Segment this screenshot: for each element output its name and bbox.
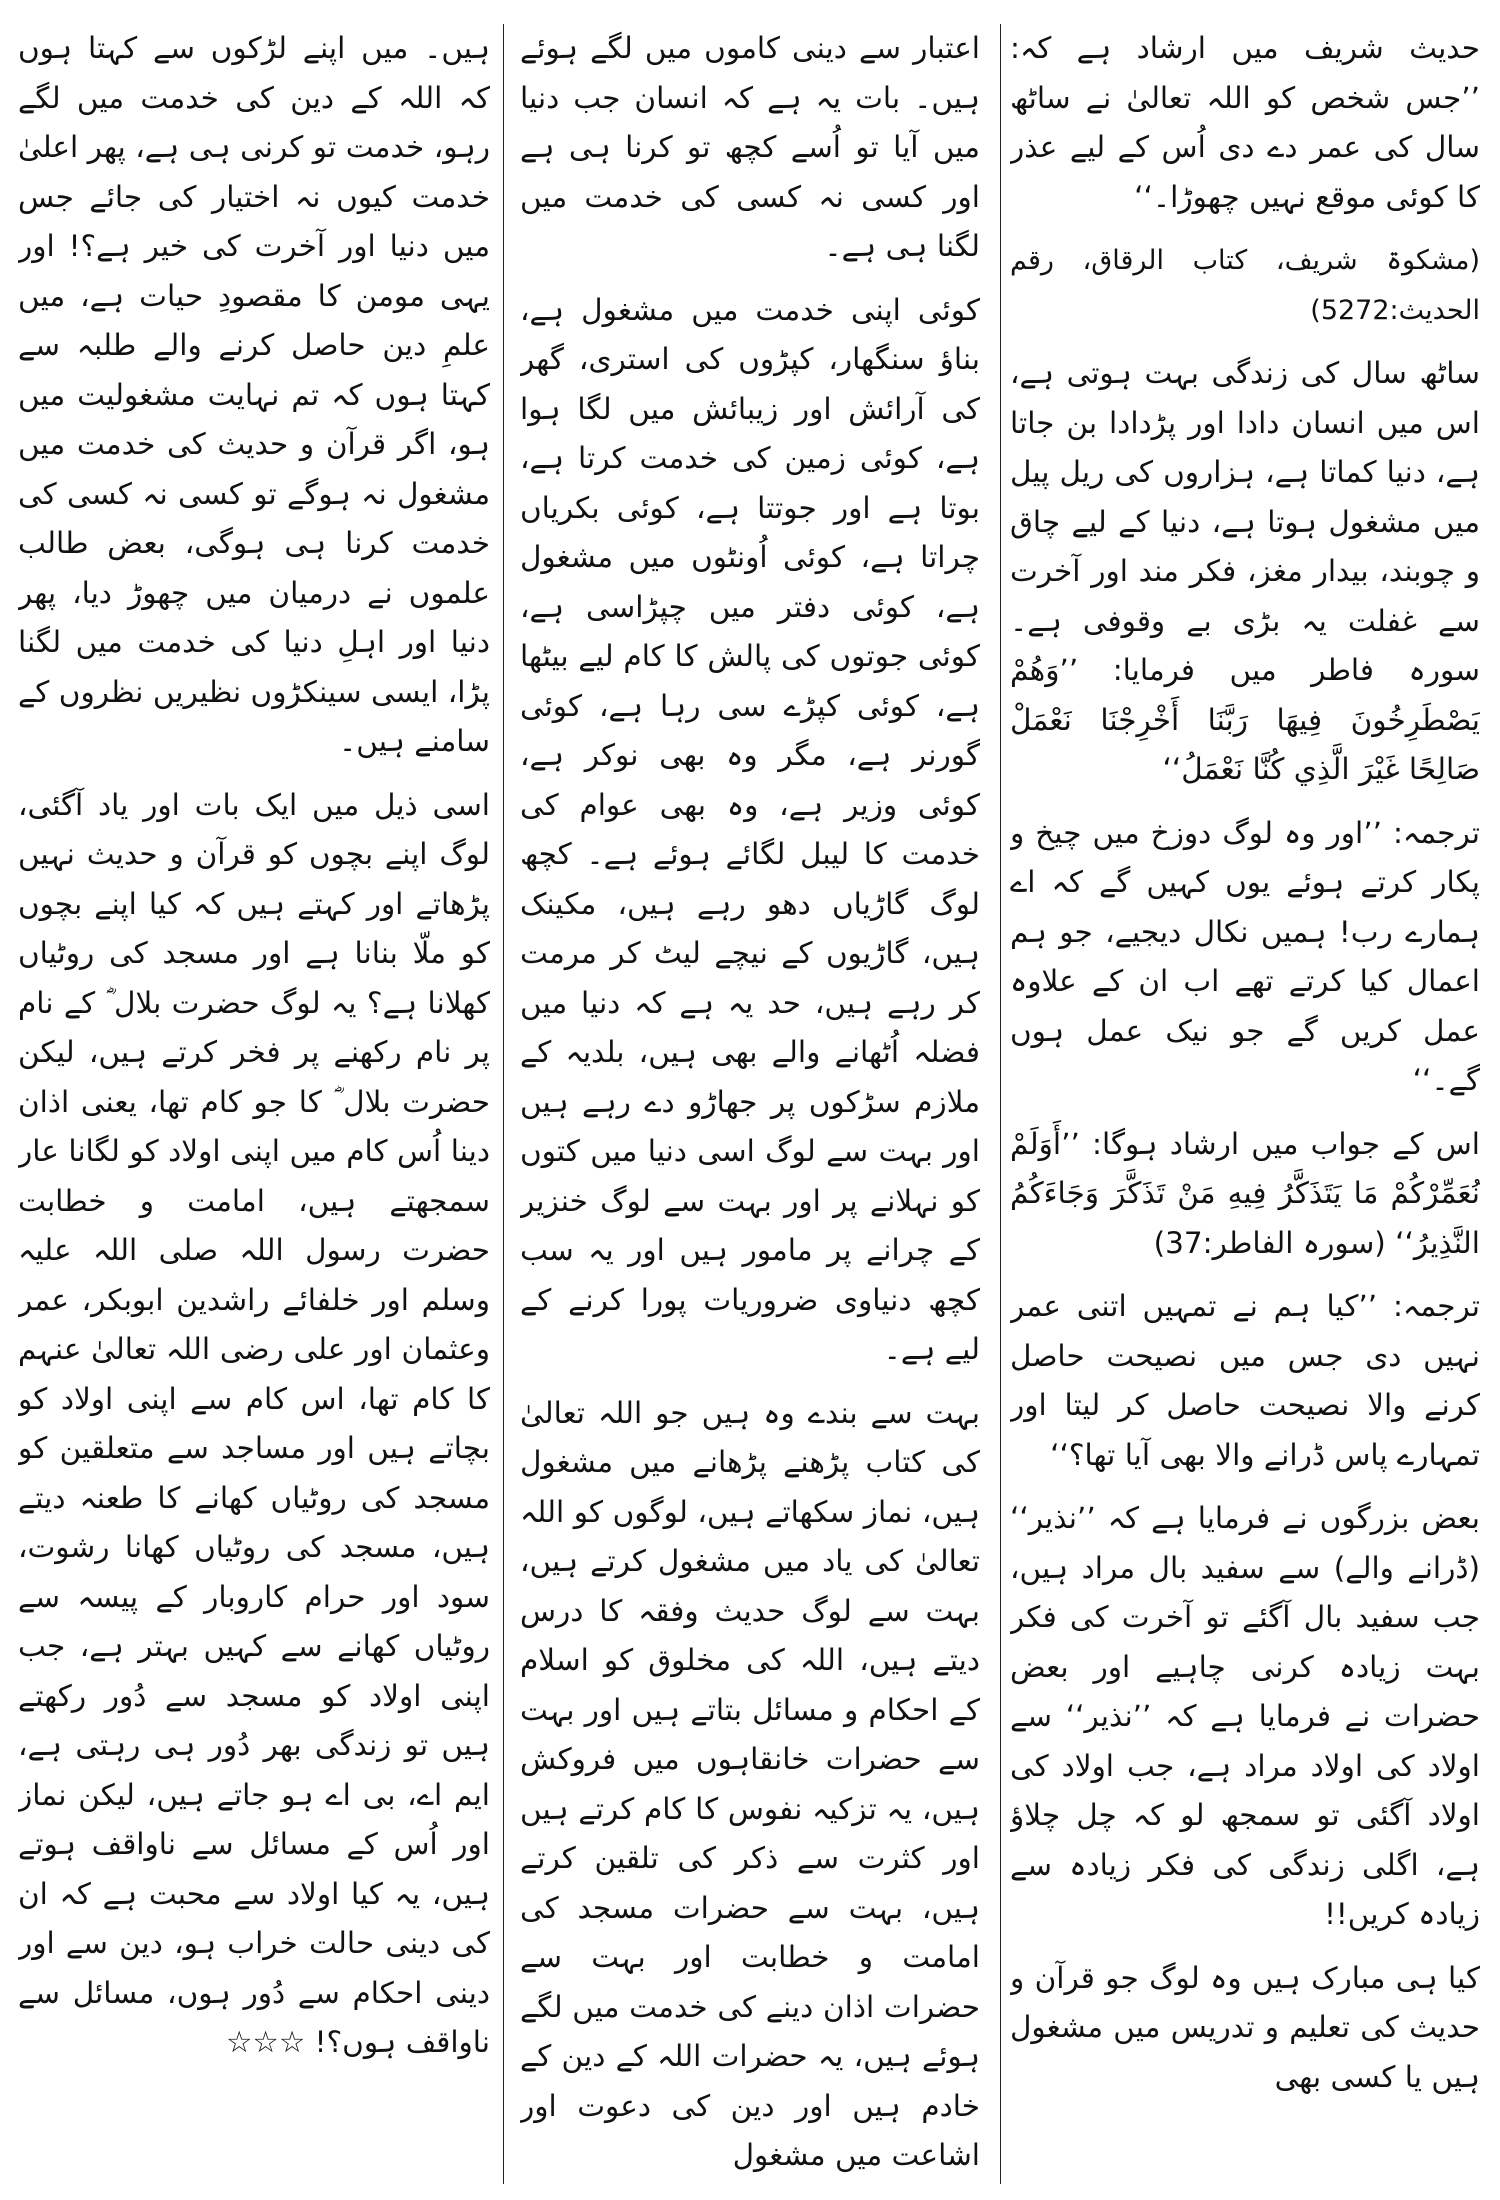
hadith-reference: (مشکوۃ شریف، کتاب الرقاق، رقم الحدیث:5272) [1010,245,1480,326]
paragraph: کیا ہی مبارک ہیں وہ لوگ جو قرآن و حدیث کی تعلیم و تدریس میں مشغول ہیں یا کسی بھی [1010,1960,1480,2094]
paragraph: ترجمہ: ’’اور وہ لوگ دوزخ میں چیخ و پکار کرتے ہوئے یوں کہیں گے کہ اے ہمارے رب! ہمیں نکال دیجیے، جو ہم اعمال کیا کرتے تھے اب ان کے علاوہ عمل کریں گے جو نیک عمل ہوں گے۔‘‘ [1010,815,1480,1097]
paragraph: اعتبار سے دینی کاموں میں لگے ہوئے ہیں۔ بات یہ ہے کہ انسان جب دنیا میں آیا تو اُسے کچھ تو کرنا ہی ہے اور کسی نہ کسی کی خدمت میں لگنا ہی ہے۔ [520,31,980,263]
paragraph: ہیں۔ میں اپنے لڑکوں سے کہتا ہوں کہ اللہ کے دین کی خدمت میں لگے رہو، خدمت تو کرنی ہی ہے، پھر اعلیٰ خدمت کیوں نہ اختیار کی جائے جس میں دنیا اور آخرت کی خیر ہے؟! اور یہی مومن کا مقصودِ حیات ہے، میں علمِ دین حاصل کرنے والے طلبہ سے کہتا ہوں کہ تم نہایت مشغولیت میں ہو، اگر قرآن و حدیث کی خدمت میں مشغول نہ ہوگے تو کسی نہ کسی کی خدمت کرنا ہی ہوگی، بعض طالب علموں نے درمیان میں چھوڑ دیا، پھر دنیا اور اہلِ دنیا کی خدمت میں لگنا پڑا، ایسی سینکڑوں نظیریں نظروں کے سامنے ہیں۔ [18,31,490,758]
column-right [1010,24,1480,2184]
paragraph: بہت سے بندے وہ ہیں جو اللہ تعالیٰ کی کتاب پڑھنے پڑھانے میں مشغول ہیں، نماز سکھاتے ہیں، لوگوں کو اللہ تعالیٰ کی یاد میں مشغول کرتے ہیں، بہت سے لوگ حدیث وفقہ کا درس دیتے ہیں، اللہ کی مخلوق کو اسلام کے احکام و مسائل بتاتے ہیں اور بہت سے حضرات خانقاہوں میں فروکش ہیں، یہ تزکیہ نفوس کا کام کرتے ہیں اور کثرت سے ذکر کی تلقین کرتے ہیں، بہت سے حضرات مسجد کی امامت و خطابت اور بہت سے حضرات اذان دینے کی خدمت میں لگے ہوئے ہیں، یہ حضرات اللہ کے دین کے خادم ہیں اور دین کی دعوت اور اشاعت میں مشغول [520,1395,980,2172]
column-left [18,24,490,2184]
paragraph: کوئی اپنی خدمت میں مشغول ہے، بناؤ سنگھار، کپڑوں کی استری، گھر کی آرائش اور زیبائش میں لگا ہوا ہے، کوئی زمین کی خدمت کرتا ہے، بوتا ہے اور جوتتا ہے، کوئی بکریاں چراتا ہے، کوئی اُونٹوں میں مشغول ہے، کوئی دفتر میں چپڑاسی ہے، کوئی جوتوں کی پالش کا کام لیے بیٹھا ہے، کوئی کپڑے سی رہا ہے، کوئی گورنر ہے، مگر وہ بھی نوکر ہے، کوئی وزیر ہے، وہ بھی عوام کی خدمت کا لیبل لگائے ہوئے ہے۔ کچھ لوگ گاڑیاں دھو رہے ہیں، مکینک ہیں، گاڑیوں کے نیچے لیٹ کر مرمت کر رہے ہیں، حد یہ ہے کہ دنیا میں فضلہ اُٹھانے والے بھی ہیں، بلدیہ کے ملازم سڑکوں پر جھاڑو دے رہے ہیں اور بہت سے لوگ اسی دنیا میں کتوں کو نہلانے پر اور بہت سے لوگ خنزیر کے چرانے پر مامور ہیں اور یہ سب کچھ دنیاوی ضروریات پورا کرنے کے لیے ہے۔ [520,292,980,1366]
paragraph: حدیث شریف میں ارشاد ہے کہ: ’’جس شخص کو اللہ تعالیٰ نے ساٹھ سال کی عمر دے دی اُس کے لیے عذر کا کوئی موقع نہیں چھوڑا۔‘‘ [1010,31,1480,214]
column-middle [520,24,980,2184]
paragraph: اس کے جواب میں ارشاد ہوگا: ’’أَوَلَمْ نُعَمِّرْكُمْ مَا يَتَذَكَّرُ فِيهِ مَنْ تَذَكَّرَ وَجَاءَكُمُ النَّذِيرُ‘‘ (سورہ الفاطر:37) [1010,1126,1480,1260]
paragraph: اسی ذیل میں ایک بات اور یاد آگئی، لوگ اپنے بچوں کو قرآن و حدیث نہیں پڑھاتے اور کہتے ہیں کہ کیا اپنے بچوں کو ملّا بنانا ہے اور مسجد کی روٹیاں کھلانا ہے؟ یہ لوگ حضرت بلال ؓ کے نام پر نام رکھنے پر فخر کرتے ہیں، لیکن حضرت بلال ؓ کا جو کام تھا، یعنی اذان دینا اُس کام میں اپنی اولاد کو لگانا عار سمجھتے ہیں، امامت و خطابت حضرت رسول اللہ صلی اللہ علیہ وسلم اور خلفائے راشدین ابوبکر، عمر وعثمان اور علی رضی اللہ تعالیٰ عنہم کا کام تھا، اس کام سے اپنی اولاد کو بچاتے ہیں اور مساجد سے متعلقین کو مسجد کی روٹیاں کھانے کا طعنہ دیتے ہیں، مسجد کی روٹیاں کھانا رشوت، سود اور حرام کاروبار کے پیسہ سے روٹیاں کھانے سے کہیں بہتر ہے، جب اپنی اولاد کو مسجد سے دُور رکھتے ہیں تو زندگی بھر دُور ہی رہتی ہے، ایم اے، بی اے ہو جاتے ہیں، لیکن نماز اور اُس کے مسائل سے ناواقف ہوتے ہیں، یہ کیا اولاد سے محبت ہے کہ ان کی دینی حالت خراب ہو، دین سے اور دینی احکام سے دُور ہوں، مسائل سے ناواقف ہوں؟! ☆☆☆ [18,787,490,2059]
column-divider [503,24,504,2184]
column-divider [1000,24,1001,2184]
paragraph: بعض بزرگوں نے فرمایا ہے کہ ’’نذیر‘‘ (ڈرانے والے) سے سفید بال مراد ہیں، جب سفید بال آگئے تو آخرت کی فکر بہت زیادہ کرنی چاہیے اور بعض حضرات نے فرمایا ہے کہ ’’نذیر‘‘ سے اولاد کی اولاد مراد ہے، جب اولاد کی اولاد آگئی تو سمجھ لو کہ چل چلاؤ ہے، اگلی زندگی کی فکر زیادہ سے زیادہ کریں!! [1010,1501,1480,1931]
paragraph: ساٹھ سال کی زندگی بہت ہوتی ہے، اس میں انسان دادا اور پڑدادا بن جاتا ہے، دنیا کماتا ہے، ہزاروں کی ریل پیل میں مشغول ہوتا ہے، دنیا کے لیے چاق و چوبند، بیدار مغز، فکر مند اور آخرت سے غفلت یہ بڑی بے وقوفی ہے۔ سورہ فاطر میں فرمایا: ’’وَهُمْ يَصْطَرِخُونَ فِيهَا رَبَّنَا أَخْرِجْنَا نَعْمَلْ صَالِحًا غَيْرَ الَّذِي كُنَّا نَعْمَلُ‘‘ [1010,356,1480,786]
paragraph: ترجمہ: ’’کیا ہم نے تمہیں اتنی عمر نہیں دی جس میں نصیحت حاصل کرنے والا نصیحت حاصل کر لیتا اور تمہارے پاس ڈرانے والا بھی آیا تھا؟‘‘ [1010,1289,1480,1472]
